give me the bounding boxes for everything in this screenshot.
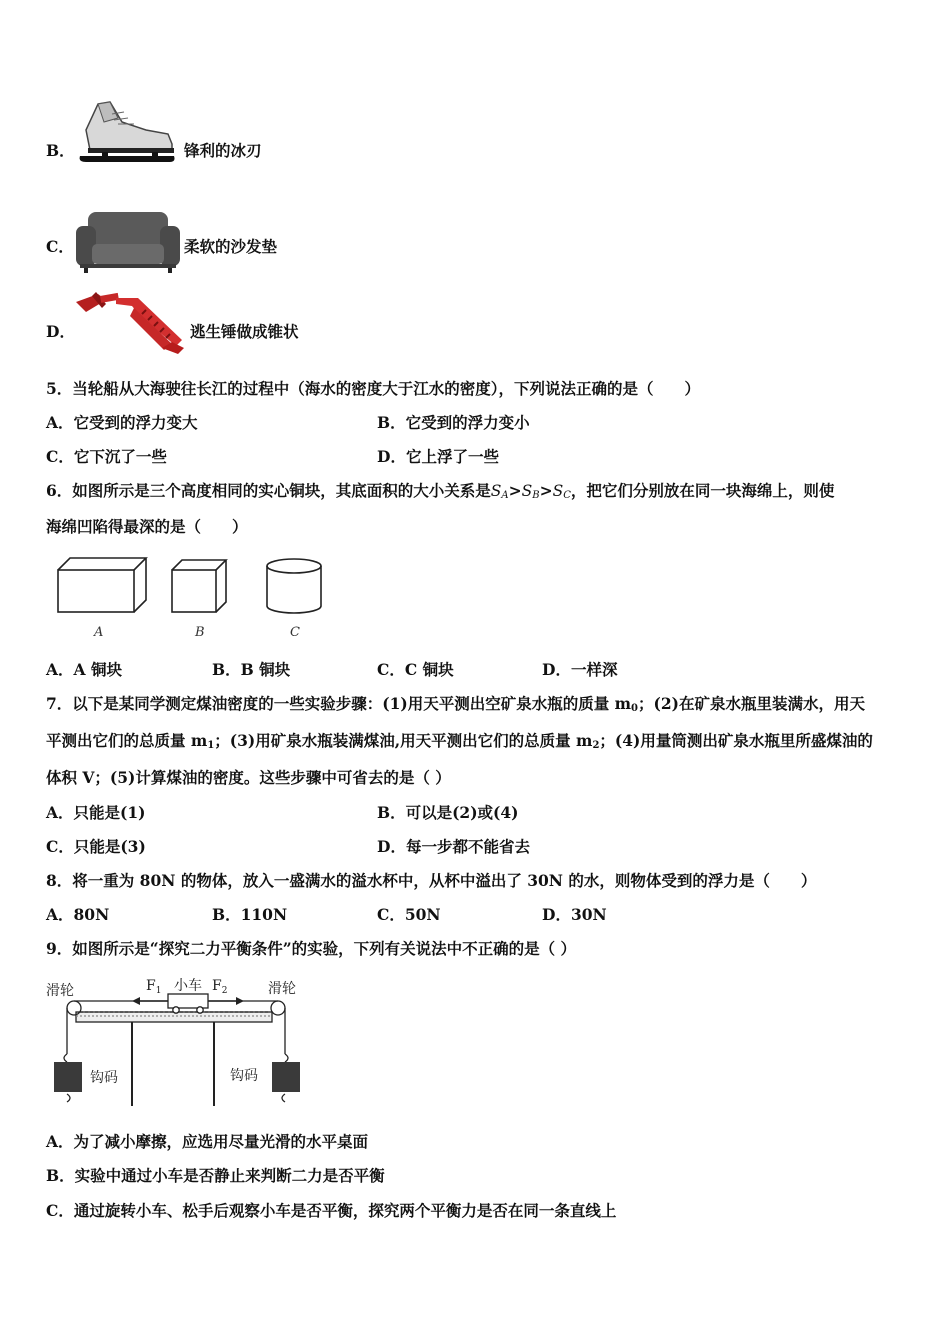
sofa-icon <box>74 208 182 274</box>
q8-option-c: C．50N <box>377 905 441 924</box>
q6-sa-sub: A <box>501 490 509 501</box>
q9-option-c: C．通过旋转小车、松手后观察小车是否平衡，探究两个平衡力是否在同一条直线上 <box>46 1201 617 1220</box>
ice-skate-icon <box>76 100 178 166</box>
q6-sb-s: S <box>521 482 533 500</box>
q6-copper-blocks-figure <box>50 552 340 644</box>
q9-label-f2-letter: F <box>212 978 222 994</box>
q6-stem-line1 <box>46 481 834 506</box>
option-d-text: 逃生锤做成锥状 <box>190 322 299 341</box>
q9-label-cart: 小车 <box>174 978 202 994</box>
option-b-text: 锋利的冰刃 <box>184 141 262 160</box>
q9-label-f2-sub: 2 <box>221 986 228 996</box>
q8-option-d: D．30N <box>542 905 607 924</box>
q6-sa-s: S <box>490 482 502 500</box>
q6-option-a: A．A 铜块 <box>46 660 122 679</box>
q9-two-force-balance-figure <box>44 968 314 1108</box>
q7-m1-sub: 1 <box>207 740 215 751</box>
q7-option-d: D．每一步都不能省去 <box>377 837 530 856</box>
q7-line2 <box>46 731 873 756</box>
q6-figure-label-b: B <box>195 625 205 640</box>
q6-sb <box>522 482 540 500</box>
q9-option-a: A．为了减小摩擦，应选用尽量光滑的水平桌面 <box>46 1132 369 1151</box>
q9-label-f2 <box>212 978 227 996</box>
q8-option-b: B．110N <box>212 905 288 924</box>
q6-gt-2: > <box>539 481 553 500</box>
q5-option-c: C．它下沉了一些 <box>46 447 167 466</box>
q6-figure-label-c: C <box>290 625 300 640</box>
q5-option-d: D．它上浮了一些 <box>377 447 499 466</box>
q5-option-b: B．它受到的浮力变小 <box>377 413 530 432</box>
q7-line2-pre: 平测出它们的总质量 m <box>46 731 208 750</box>
q9-label-weight-right: 钩码 <box>230 1068 258 1084</box>
q7-line1 <box>46 694 865 719</box>
q5-stem: 5．当轮船从大海驶往长江的过程中（海水的密度大于江水的密度），下列说法正确的是（ ） <box>46 379 701 398</box>
q7-line2-post: ；(4)用量筒测出矿泉水瓶里所盛煤油的 <box>599 731 873 750</box>
q8-option-a: A．80N <box>46 905 110 924</box>
q7-option-c: C．只能是(3) <box>46 837 146 856</box>
q6-sc-s: S <box>552 482 564 500</box>
q7-m0-sub: 0 <box>631 703 639 714</box>
q6-gt-1: > <box>508 481 522 500</box>
q9-label-weight-left: 钩码 <box>90 1070 118 1086</box>
q7-line2-mid: ；(3)用矿泉水瓶装满煤油,用天平测出它们的总质量 m <box>214 731 593 750</box>
q6-figure-label-a: A <box>94 625 104 640</box>
escape-hammer-icon <box>72 288 188 358</box>
q7-line1-pre: 7．以下是某同学测定煤油密度的一些实验步骤：(1)用天平测出空矿泉水瓶的质量 m <box>46 694 632 713</box>
option-c-letter: C． <box>46 237 74 256</box>
q9-label-pulley-right: 滑轮 <box>268 981 296 997</box>
q6-sc-sub: C <box>563 490 571 501</box>
q6-sa <box>491 482 509 500</box>
q9-label-f1-letter: F <box>146 978 156 994</box>
q6-stem-post: ，把它们分别放在同一块海绵上，则使 <box>570 481 835 500</box>
q9-option-b: B．实验中通过小车是否静止来判断二力是否平衡 <box>46 1166 385 1185</box>
option-d-letter: D． <box>46 322 75 341</box>
q6-stem-line2: 海绵凹陷得最深的是（ ） <box>46 517 248 536</box>
option-c-text: 柔软的沙发垫 <box>184 237 278 256</box>
q7-line1-post: ；(2)在矿泉水瓶里装满水，用天 <box>638 694 865 713</box>
q6-stem-pre: 6．如图所示是三个高度相同的实心铜块，其底面积的大小关系是 <box>46 481 491 500</box>
q7-option-b: B．可以是(2)或(4) <box>377 803 519 822</box>
q6-option-d: D．一样深 <box>542 660 618 679</box>
q9-label-f1 <box>146 978 161 996</box>
q6-sb-sub: B <box>532 490 540 501</box>
q6-option-b: B．B 铜块 <box>212 660 291 679</box>
q6-option-c: C．C 铜块 <box>377 660 454 679</box>
q7-line3: 体积 V；(5)计算煤油的密度。这些步骤中可省去的是（ ） <box>46 768 451 787</box>
q7-m2-sub: 2 <box>592 740 600 751</box>
q7-option-a: A．只能是(1) <box>46 803 146 822</box>
option-b-letter: B． <box>46 141 75 160</box>
q5-option-a: A．它受到的浮力变大 <box>46 413 198 432</box>
q9-label-pulley-left: 滑轮 <box>46 983 74 999</box>
q8-stem: 8．将一重为 80N 的物体，放入一盛满水的溢水杯中，从杯中溢出了 30N 的水，则物体受到的浮力是（ ） <box>46 871 817 890</box>
q6-sc <box>553 482 571 500</box>
q9-label-f1-sub: 1 <box>155 986 162 996</box>
q9-stem: 9．如图所示是“探究二力平衡条件”的实验，下列有关说法中不正确的是（ ） <box>46 939 577 958</box>
